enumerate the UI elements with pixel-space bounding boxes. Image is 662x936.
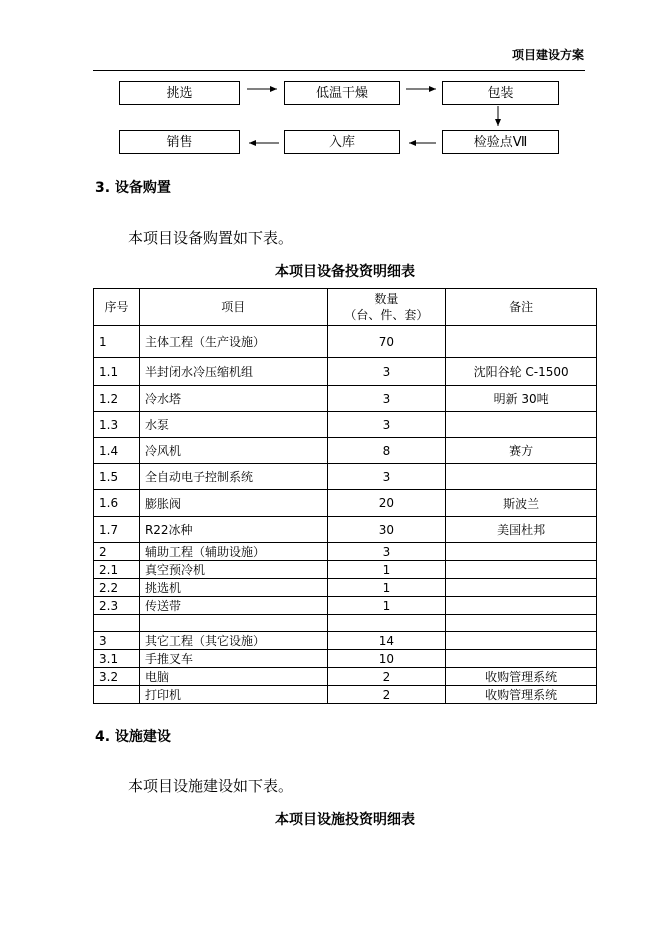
table-row [94,579,597,597]
section-3-intro: 本项目设备购置如下表。 [128,229,294,247]
table-row [94,464,597,490]
cell-note [446,650,597,668]
cell-item: 半封闭水冷压缩机组 [139,358,327,386]
table-header-row [94,289,597,326]
section-3-heading: 3. 设备购置 [95,180,171,196]
table-row [94,517,597,543]
cell-item: 其它工程（其它设施） [139,632,327,650]
cell-item: 挑选机 [139,579,327,597]
table-row [94,543,597,561]
cell-no: 3 [94,632,140,650]
cell-item: R22冰种 [139,517,327,543]
table-row [94,561,597,579]
flow-step-low-temp-drying: 低温干燥 [284,81,400,105]
col-header-qty [327,289,446,326]
cell-note [446,632,597,650]
cell-item: 冷风机 [139,438,327,464]
equipment-table-title: 本项目设备投资明细表 [275,264,415,280]
table-row [94,438,597,464]
cell-note: 沈阳谷轮 C-1500 [446,358,597,386]
cell-no: 1.2 [94,386,140,412]
flow-arrows [0,0,662,180]
col-header-note: 备注 [446,289,597,326]
facility-table-title: 本项目设施投资明细表 [275,812,415,828]
flow-step-sorting: 挑选 [119,81,240,105]
table-row [94,358,597,386]
cell-item: 全自动电子控制系统 [139,464,327,490]
section-4-intro: 本项目设施建设如下表。 [128,777,294,795]
cell-no: 1.3 [94,412,140,438]
cell-item: 冷水塔 [139,386,327,412]
cell-note: 明新 30吨 [446,386,597,412]
cell-qty: 3 [327,464,446,490]
cell-item: 真空预冷机 [139,561,327,579]
table-row [94,386,597,412]
table-row [94,668,597,686]
col-header-no: 序号 [94,289,140,326]
cell-no: 1 [94,326,140,358]
table-row [94,412,597,438]
cell-qty: 10 [327,650,446,668]
cell-note [446,597,597,615]
cell-note: 收购管理系统 [446,668,597,686]
cell-no: 1.5 [94,464,140,490]
cell-no: 1.6 [94,490,140,517]
table-row [94,326,597,358]
cell-note [446,615,597,632]
cell-note [446,412,597,438]
cell-qty: 3 [327,412,446,438]
table-row [94,686,597,704]
cell-qty: 1 [327,561,446,579]
cell-no: 3.2 [94,668,140,686]
cell-note [446,326,597,358]
cell-qty: 30 [327,517,446,543]
cell-item: 传送带 [139,597,327,615]
cell-note [446,464,597,490]
cell-item: 手推叉车 [139,650,327,668]
flow-step-sales: 销售 [119,130,240,154]
cell-qty: 3 [327,543,446,561]
cell-no: 1.7 [94,517,140,543]
cell-no: 1.1 [94,358,140,386]
cell-note [446,579,597,597]
table-row [94,632,597,650]
cell-no: 1.4 [94,438,140,464]
cell-item: 打印机 [139,686,327,704]
cell-qty [327,615,446,632]
table-row-empty [94,615,597,632]
cell-no [94,615,140,632]
cell-qty: 1 [327,597,446,615]
cell-qty: 8 [327,438,446,464]
cell-qty: 20 [327,490,446,517]
flow-step-packaging: 包装 [442,81,559,105]
cell-no: 3.1 [94,650,140,668]
cell-note [446,561,597,579]
cell-note: 美国杜邦 [446,517,597,543]
cell-no [94,686,140,704]
cell-item: 电脑 [139,668,327,686]
cell-item: 辅助工程（辅助设施） [139,543,327,561]
cell-no: 2 [94,543,140,561]
cell-note: 斯波兰 [446,490,597,517]
cell-note: 收购管理系统 [446,686,597,704]
table-row [94,490,597,517]
cell-qty: 2 [327,668,446,686]
col-header-item: 项目 [139,289,327,326]
cell-item: 水泵 [139,412,327,438]
col-header-qty-line2: （台、件、套） [344,308,429,322]
cell-qty: 3 [327,386,446,412]
cell-note [446,543,597,561]
header-title: 项目建设方案 [511,48,584,62]
cell-no: 2.2 [94,579,140,597]
cell-qty: 14 [327,632,446,650]
cell-qty: 3 [327,358,446,386]
cell-qty: 2 [327,686,446,704]
flow-step-inspection-point: 检验点Ⅶ [442,130,559,154]
cell-no: 2.3 [94,597,140,615]
cell-item [139,615,327,632]
cell-qty: 1 [327,579,446,597]
table-row [94,597,597,615]
col-header-qty-line1: 数量 [374,292,399,306]
table-row [94,650,597,668]
cell-note: 赛方 [446,438,597,464]
cell-item: 膨胀阀 [139,490,327,517]
equipment-investment-table [93,288,597,704]
section-4-heading: 4. 设施建设 [95,729,171,745]
cell-no: 2.1 [94,561,140,579]
cell-qty: 70 [327,326,446,358]
flow-step-warehousing: 入库 [284,130,400,154]
cell-item: 主体工程（生产设施） [139,326,327,358]
